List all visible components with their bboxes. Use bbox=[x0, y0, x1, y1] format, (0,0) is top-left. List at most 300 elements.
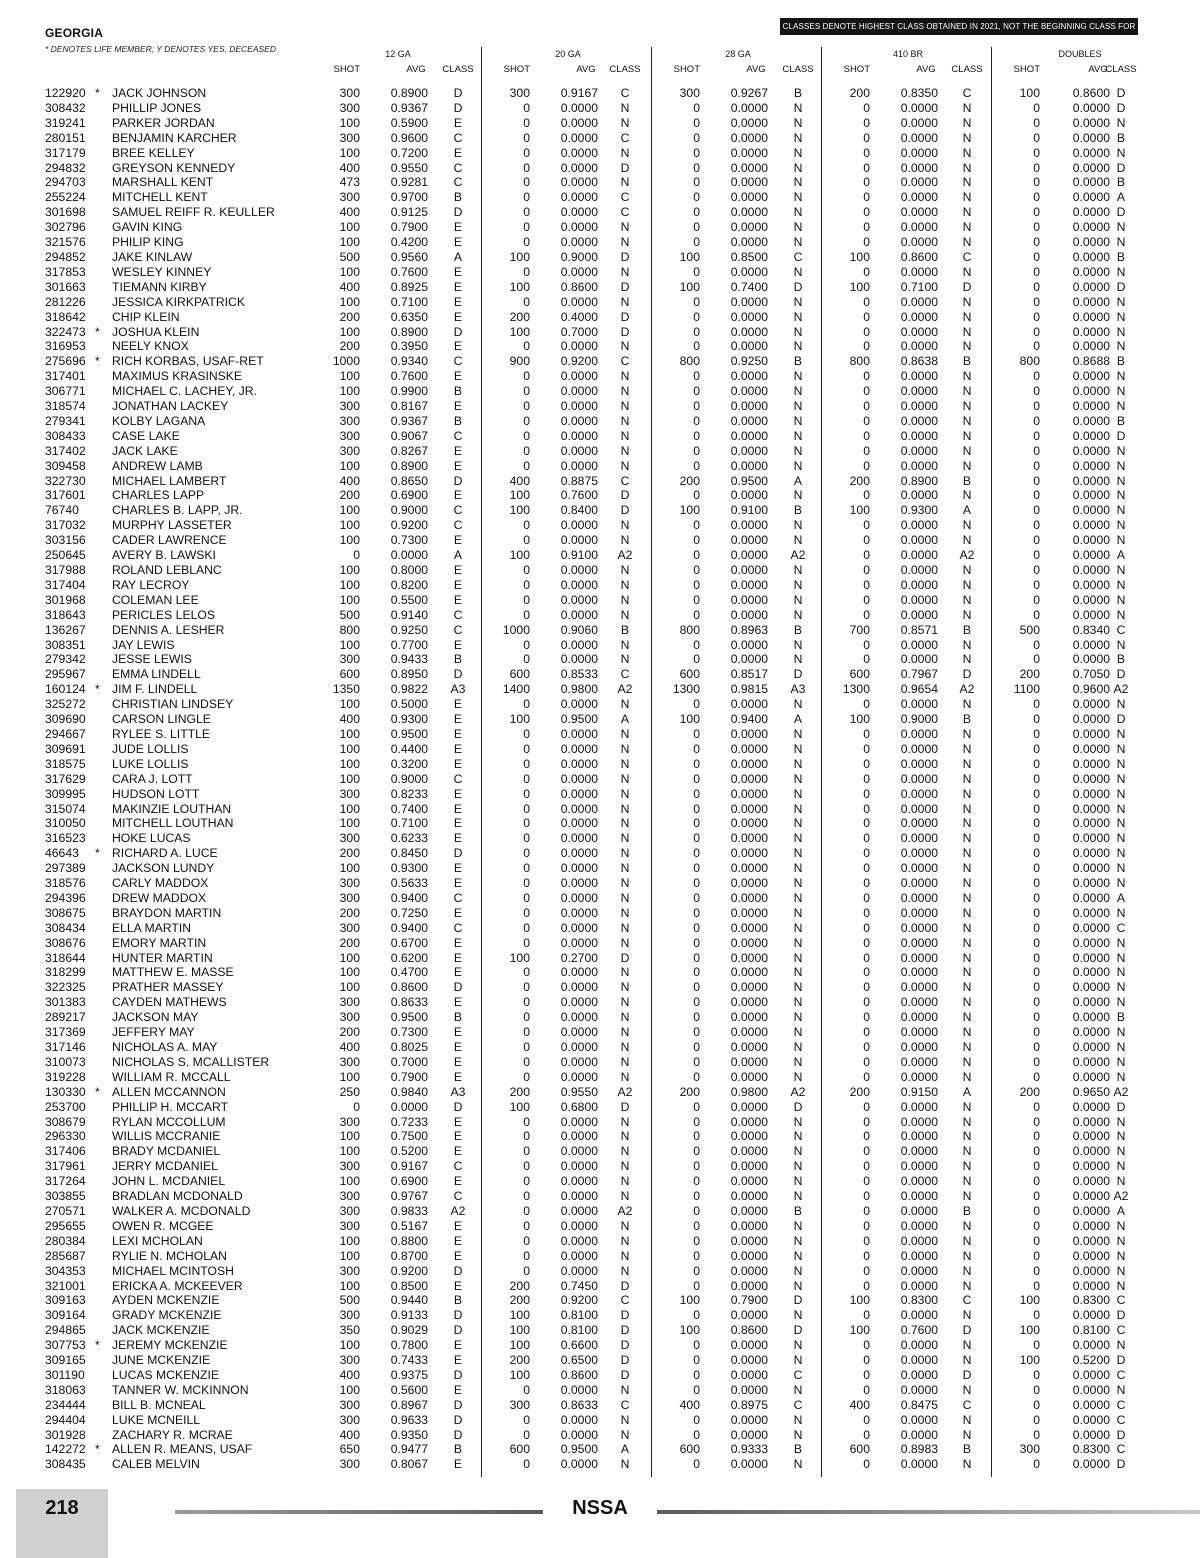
member-id: 317404 bbox=[45, 577, 86, 592]
shot-value: 0 bbox=[1033, 190, 1040, 205]
avg-value: 0.0000 bbox=[730, 1189, 768, 1204]
shot-value: 300 bbox=[339, 100, 360, 115]
class-value: A bbox=[620, 1442, 630, 1457]
member-id: 322325 bbox=[45, 980, 86, 995]
table-row bbox=[0, 802, 1200, 817]
avg-value: 0.9100 bbox=[730, 503, 768, 518]
shot-value: 200 bbox=[339, 339, 360, 354]
shot-value: 100 bbox=[339, 518, 360, 533]
table-row bbox=[0, 1308, 1200, 1323]
shot-value: 0 bbox=[863, 920, 870, 935]
avg-value: 0.0000 bbox=[560, 1129, 598, 1144]
shot-value: 0 bbox=[863, 861, 870, 876]
avg-value: 0.0000 bbox=[900, 876, 938, 891]
class-value: N bbox=[1116, 577, 1126, 592]
class-value: D bbox=[453, 205, 463, 220]
class-value: B bbox=[1116, 1010, 1126, 1025]
class-value: N bbox=[962, 592, 972, 607]
class-value: N bbox=[793, 1174, 803, 1189]
member-name: MICHAEL LAMBERT bbox=[112, 473, 227, 488]
class-value: N bbox=[620, 697, 630, 712]
class-value: E bbox=[453, 235, 463, 250]
member-id: 317369 bbox=[45, 1025, 86, 1040]
page-number: 218 bbox=[45, 1497, 79, 1519]
shot-value: 600 bbox=[509, 667, 530, 682]
class-value: N bbox=[962, 876, 972, 891]
shot-value: 0 bbox=[523, 1412, 530, 1427]
class-value: C bbox=[962, 1293, 972, 1308]
avg-value: 0.5633 bbox=[390, 876, 428, 891]
member-name: CHARLES B. LAPP, JR. bbox=[112, 503, 243, 518]
class-value: D bbox=[453, 1263, 463, 1278]
member-name: CASE LAKE bbox=[112, 428, 180, 443]
class-value: N bbox=[793, 100, 803, 115]
avg-value: 0.7200 bbox=[390, 145, 428, 160]
avg-value: 0.9815 bbox=[730, 682, 768, 697]
class-value: N bbox=[620, 637, 630, 652]
class-value: E bbox=[453, 995, 463, 1010]
shot-value: 100 bbox=[339, 965, 360, 980]
class-value: A bbox=[1116, 190, 1126, 205]
table-row bbox=[0, 1323, 1200, 1338]
member-name: JACKSON LUNDY bbox=[112, 861, 215, 876]
member-id: 315074 bbox=[45, 801, 86, 816]
avg-value: 0.0000 bbox=[900, 488, 938, 503]
avg-value: 0.0000 bbox=[730, 399, 768, 414]
avg-value: 0.0000 bbox=[560, 816, 598, 831]
shot-value: 200 bbox=[339, 905, 360, 920]
class-value: N bbox=[1116, 637, 1126, 652]
avg-value: 0.7100 bbox=[900, 279, 938, 294]
avg-value: 0.0000 bbox=[1072, 1308, 1110, 1323]
shot-value: 0 bbox=[523, 1218, 530, 1233]
avg-value: 0.0000 bbox=[560, 846, 598, 861]
shot-value: 300 bbox=[339, 920, 360, 935]
class-value: N bbox=[1116, 518, 1126, 533]
avg-value: 0.8100 bbox=[560, 1323, 598, 1338]
class-value: E bbox=[453, 1025, 463, 1040]
shot-value: 0 bbox=[863, 533, 870, 548]
class-value: D bbox=[620, 503, 630, 518]
class-value: C bbox=[453, 1189, 463, 1204]
avg-value: 0.0000 bbox=[730, 1099, 768, 1114]
class-value: N bbox=[793, 294, 803, 309]
shot-value: 0 bbox=[863, 399, 870, 414]
avg-value: 0.0000 bbox=[1072, 1069, 1110, 1084]
class-value: D bbox=[620, 160, 630, 175]
class-value: E bbox=[453, 801, 463, 816]
class-value: N bbox=[620, 100, 630, 115]
class-value: N bbox=[620, 1427, 630, 1442]
avg-value: 0.0000 bbox=[900, 443, 938, 458]
avg-value: 0.0000 bbox=[730, 1308, 768, 1323]
shot-value: 0 bbox=[863, 220, 870, 235]
class-value: N bbox=[793, 801, 803, 816]
avg-value: 0.0000 bbox=[730, 1218, 768, 1233]
avg-value: 0.0000 bbox=[730, 1054, 768, 1069]
class-value: D bbox=[962, 667, 972, 682]
shot-value: 100 bbox=[509, 279, 530, 294]
shot-value: 0 bbox=[693, 1129, 700, 1144]
member-id: 295967 bbox=[45, 667, 86, 682]
shot-header: SHOT bbox=[333, 64, 360, 75]
shot-value: 0 bbox=[1033, 1218, 1040, 1233]
class-value: C bbox=[453, 130, 463, 145]
avg-value: 0.0000 bbox=[1072, 876, 1110, 891]
class-value: N bbox=[962, 1144, 972, 1159]
class-value: N bbox=[1116, 741, 1126, 756]
class-value: N bbox=[962, 935, 972, 950]
avg-value: 0.0000 bbox=[900, 786, 938, 801]
avg-value: 0.0000 bbox=[1072, 369, 1110, 384]
shot-value: 300 bbox=[339, 1263, 360, 1278]
member-name: CADER LAWRENCE bbox=[112, 533, 227, 548]
avg-value: 0.0000 bbox=[900, 413, 938, 428]
table-row bbox=[0, 727, 1200, 742]
class-value: E bbox=[453, 756, 463, 771]
class-value: D bbox=[620, 1308, 630, 1323]
shot-value: 0 bbox=[693, 458, 700, 473]
class-value: N bbox=[793, 1069, 803, 1084]
avg-value: 0.8267 bbox=[390, 443, 428, 458]
shot-value: 0 bbox=[1033, 980, 1040, 995]
member-id: 309163 bbox=[45, 1293, 86, 1308]
shot-value: 0 bbox=[523, 264, 530, 279]
avg-value: 0.8925 bbox=[390, 279, 428, 294]
life-member-mark: * bbox=[95, 354, 100, 369]
class-value: N bbox=[793, 1159, 803, 1174]
shot-value: 600 bbox=[849, 667, 870, 682]
avg-value: 0.0000 bbox=[1072, 980, 1110, 995]
class-value: N bbox=[962, 652, 972, 667]
class-value: N bbox=[620, 876, 630, 891]
avg-value: 0.0000 bbox=[900, 756, 938, 771]
shot-value: 100 bbox=[339, 726, 360, 741]
shot-value: 0 bbox=[523, 861, 530, 876]
class-value: B bbox=[453, 413, 463, 428]
avg-value: 0.0000 bbox=[900, 607, 938, 622]
class-value: N bbox=[620, 175, 630, 190]
shot-value: 0 bbox=[353, 1099, 360, 1114]
class-value: N bbox=[620, 369, 630, 384]
table-row bbox=[0, 161, 1200, 176]
shot-value: 600 bbox=[849, 1442, 870, 1457]
avg-value: 0.9822 bbox=[390, 682, 428, 697]
table-row bbox=[0, 980, 1200, 995]
member-id: 130330 bbox=[45, 1084, 86, 1099]
class-value: N bbox=[1116, 399, 1126, 414]
class-value: B bbox=[1116, 249, 1126, 264]
shot-value: 200 bbox=[339, 846, 360, 861]
class-value: N bbox=[962, 1069, 972, 1084]
member-id: 325272 bbox=[45, 697, 86, 712]
shot-value: 0 bbox=[1033, 756, 1040, 771]
class-value: E bbox=[453, 1338, 463, 1353]
class-value: N bbox=[620, 965, 630, 980]
shot-value: 0 bbox=[693, 399, 700, 414]
shot-value: 0 bbox=[523, 220, 530, 235]
table-row bbox=[0, 1159, 1200, 1174]
class-value: A2 bbox=[617, 1084, 633, 1099]
avg-value: 0.0000 bbox=[900, 1174, 938, 1189]
shot-value: 0 bbox=[1033, 399, 1040, 414]
class-value: D bbox=[620, 1099, 630, 1114]
shot-value: 0 bbox=[693, 831, 700, 846]
member-id: 317629 bbox=[45, 771, 86, 786]
avg-value: 0.0000 bbox=[900, 309, 938, 324]
shot-value: 400 bbox=[339, 712, 360, 727]
member-id: 234444 bbox=[45, 1397, 86, 1412]
avg-value: 0.9800 bbox=[560, 682, 598, 697]
class-value: E bbox=[453, 145, 463, 160]
shot-value: 0 bbox=[693, 920, 700, 935]
shot-value: 0 bbox=[1033, 861, 1040, 876]
shot-value: 0 bbox=[693, 533, 700, 548]
life-member-mark: * bbox=[95, 1442, 100, 1457]
shot-value: 0 bbox=[863, 965, 870, 980]
class-value: N bbox=[793, 428, 803, 443]
shot-value: 800 bbox=[849, 354, 870, 369]
member-id: 275696 bbox=[45, 354, 86, 369]
class-value: E bbox=[453, 1248, 463, 1263]
class-value: N bbox=[962, 920, 972, 935]
avg-value: 0.0000 bbox=[900, 1099, 938, 1114]
state-title: GEORGIA bbox=[45, 26, 104, 40]
shot-value: 0 bbox=[523, 1427, 530, 1442]
avg-value: 0.6800 bbox=[560, 1099, 598, 1114]
member-id: 319241 bbox=[45, 115, 86, 130]
shot-value: 0 bbox=[523, 726, 530, 741]
shot-value: 0 bbox=[693, 339, 700, 354]
avg-value: 0.0000 bbox=[730, 1025, 768, 1040]
avg-value: 0.8100 bbox=[1072, 1323, 1110, 1338]
avg-value: 0.0000 bbox=[900, 1412, 938, 1427]
avg-value: 0.0000 bbox=[900, 264, 938, 279]
shot-value: 0 bbox=[523, 890, 530, 905]
class-value: E bbox=[453, 1040, 463, 1054]
class-value: B bbox=[1116, 175, 1126, 190]
shot-value: 300 bbox=[339, 399, 360, 414]
avg-value: 0.6350 bbox=[390, 309, 428, 324]
shot-value: 800 bbox=[339, 622, 360, 637]
avg-value: 0.8600 bbox=[1072, 86, 1110, 100]
table-row bbox=[0, 1010, 1200, 1025]
avg-value: 0.0000 bbox=[1072, 1159, 1110, 1174]
shot-value: 0 bbox=[693, 294, 700, 309]
member-name: ROLAND LEBLANC bbox=[112, 563, 222, 577]
shot-value: 100 bbox=[509, 548, 530, 563]
shot-value: 0 bbox=[523, 1263, 530, 1278]
avg-value: 0.0000 bbox=[730, 652, 768, 667]
class-value: D bbox=[1116, 205, 1126, 220]
shot-value: 0 bbox=[863, 801, 870, 816]
class-value: N bbox=[620, 220, 630, 235]
class-value: N bbox=[793, 890, 803, 905]
class-value: N bbox=[620, 786, 630, 801]
table-row bbox=[0, 1398, 1200, 1413]
class-value: N bbox=[1116, 384, 1126, 399]
avg-value: 0.7000 bbox=[560, 324, 598, 339]
shot-value: 100 bbox=[339, 861, 360, 876]
class-value: N bbox=[793, 607, 803, 622]
class-value: A2 bbox=[1113, 682, 1129, 697]
class-value: N bbox=[793, 1129, 803, 1144]
class-value: C bbox=[1116, 1367, 1126, 1382]
results-table bbox=[0, 86, 1200, 1472]
class-value: C bbox=[620, 1397, 630, 1412]
class-value: N bbox=[962, 1099, 972, 1114]
shot-value: 600 bbox=[339, 667, 360, 682]
member-id: 294404 bbox=[45, 1412, 86, 1427]
shot-value: 0 bbox=[693, 1278, 700, 1293]
member-id: 308433 bbox=[45, 428, 86, 443]
class-header: CLASS bbox=[782, 64, 814, 75]
shot-value: 300 bbox=[339, 1397, 360, 1412]
member-id: 317988 bbox=[45, 563, 86, 577]
shot-value: 0 bbox=[1033, 950, 1040, 965]
class-value: N bbox=[793, 339, 803, 354]
avg-value: 0.0000 bbox=[900, 1427, 938, 1442]
shot-value: 0 bbox=[693, 1218, 700, 1233]
class-value: N bbox=[962, 1189, 972, 1204]
shot-value: 100 bbox=[339, 1129, 360, 1144]
shot-value: 0 bbox=[863, 1382, 870, 1397]
avg-value: 0.5167 bbox=[390, 1218, 428, 1233]
avg-value: 0.6233 bbox=[390, 831, 428, 846]
shot-value: 0 bbox=[523, 294, 530, 309]
member-id: 321001 bbox=[45, 1278, 86, 1293]
shot-value: 400 bbox=[339, 279, 360, 294]
class-value: D bbox=[620, 1367, 630, 1382]
class-value: D bbox=[620, 249, 630, 264]
class-value: N bbox=[620, 264, 630, 279]
avg-value: 0.0000 bbox=[900, 339, 938, 354]
class-value: C bbox=[620, 667, 630, 682]
avg-value: 0.0000 bbox=[730, 160, 768, 175]
shot-value: 0 bbox=[863, 175, 870, 190]
avg-value: 0.0000 bbox=[560, 443, 598, 458]
member-name: PRATHER MASSEY bbox=[112, 980, 224, 995]
avg-value: 0.0000 bbox=[1072, 548, 1110, 563]
class-value: N bbox=[620, 1069, 630, 1084]
class-value: N bbox=[620, 1412, 630, 1427]
avg-value: 0.9500 bbox=[390, 726, 428, 741]
avg-value: 0.0000 bbox=[730, 1278, 768, 1293]
class-value: N bbox=[620, 563, 630, 577]
member-id: 280384 bbox=[45, 1233, 86, 1248]
table-row bbox=[0, 1204, 1200, 1219]
avg-value: 0.0000 bbox=[1072, 160, 1110, 175]
avg-value: 0.0000 bbox=[900, 592, 938, 607]
avg-value: 0.8571 bbox=[900, 622, 938, 637]
class-value: N bbox=[793, 190, 803, 205]
shot-value: 300 bbox=[339, 1054, 360, 1069]
member-id: 250645 bbox=[45, 548, 86, 563]
shot-value: 200 bbox=[509, 1278, 530, 1293]
member-id: 309165 bbox=[45, 1353, 86, 1368]
avg-value: 0.0000 bbox=[900, 950, 938, 965]
class-value: N bbox=[1116, 563, 1126, 577]
shot-value: 600 bbox=[679, 667, 700, 682]
class-value: N bbox=[1116, 861, 1126, 876]
avg-value: 0.0000 bbox=[1072, 130, 1110, 145]
class-value: C bbox=[453, 920, 463, 935]
avg-value: 0.0000 bbox=[730, 577, 768, 592]
shot-value: 0 bbox=[1033, 100, 1040, 115]
class-value: N bbox=[620, 607, 630, 622]
class-value: D bbox=[620, 1353, 630, 1368]
class-value: D bbox=[793, 667, 803, 682]
avg-value: 0.0000 bbox=[1072, 190, 1110, 205]
shot-value: 0 bbox=[523, 339, 530, 354]
class-value: N bbox=[620, 115, 630, 130]
shot-value: 0 bbox=[1033, 1233, 1040, 1248]
avg-value: 0.0000 bbox=[900, 816, 938, 831]
avg-value: 0.8300 bbox=[1072, 1442, 1110, 1457]
shot-value: 300 bbox=[339, 190, 360, 205]
avg-value: 0.0000 bbox=[1072, 145, 1110, 160]
member-name: JERRY MCDANIEL bbox=[112, 1159, 218, 1174]
shot-value: 0 bbox=[693, 1010, 700, 1025]
member-id: 253700 bbox=[45, 1099, 86, 1114]
table-row bbox=[0, 816, 1200, 831]
shot-value: 0 bbox=[693, 965, 700, 980]
shot-value: 0 bbox=[1033, 1278, 1040, 1293]
shot-value: 100 bbox=[339, 458, 360, 473]
shot-value: 0 bbox=[1033, 458, 1040, 473]
member-name: JEFFERY MAY bbox=[112, 1025, 195, 1040]
shot-value: 0 bbox=[693, 697, 700, 712]
shot-value: 0 bbox=[693, 592, 700, 607]
avg-value: 0.9250 bbox=[390, 622, 428, 637]
table-row bbox=[0, 995, 1200, 1010]
avg-value: 0.0000 bbox=[730, 220, 768, 235]
member-id: 318575 bbox=[45, 756, 86, 771]
table-row bbox=[0, 921, 1200, 936]
shot-value: 0 bbox=[1033, 920, 1040, 935]
gauge-header-3: 28 GA bbox=[725, 49, 751, 59]
avg-value: 0.6900 bbox=[390, 1174, 428, 1189]
class-value: C bbox=[620, 86, 630, 100]
table-row bbox=[0, 131, 1200, 146]
shot-value: 0 bbox=[863, 413, 870, 428]
avg-value: 0.0000 bbox=[560, 652, 598, 667]
avg-value: 0.8600 bbox=[560, 279, 598, 294]
shot-value: 100 bbox=[679, 279, 700, 294]
shot-value: 0 bbox=[1033, 503, 1040, 518]
shot-value: 300 bbox=[339, 1114, 360, 1129]
shot-value: 0 bbox=[863, 1233, 870, 1248]
table-row bbox=[0, 444, 1200, 459]
class-value: C bbox=[453, 771, 463, 786]
shot-value: 0 bbox=[693, 488, 700, 503]
class-value: N bbox=[620, 771, 630, 786]
class-value: B bbox=[1116, 354, 1126, 369]
shot-value: 0 bbox=[1033, 995, 1040, 1010]
member-name: LUCAS MCKENZIE bbox=[112, 1367, 219, 1382]
avg-value: 0.9060 bbox=[560, 622, 598, 637]
member-id: 309995 bbox=[45, 786, 86, 801]
member-name: LEXI MCHOLAN bbox=[112, 1233, 203, 1248]
shot-value: 0 bbox=[863, 726, 870, 741]
shot-value: 0 bbox=[523, 831, 530, 846]
class-value: N bbox=[620, 533, 630, 548]
class-value: N bbox=[1116, 1040, 1126, 1054]
shot-value: 0 bbox=[693, 1203, 700, 1218]
avg-value: 0.8983 bbox=[900, 1442, 938, 1457]
class-value: E bbox=[453, 279, 463, 294]
avg-value: 0.7100 bbox=[390, 816, 428, 831]
